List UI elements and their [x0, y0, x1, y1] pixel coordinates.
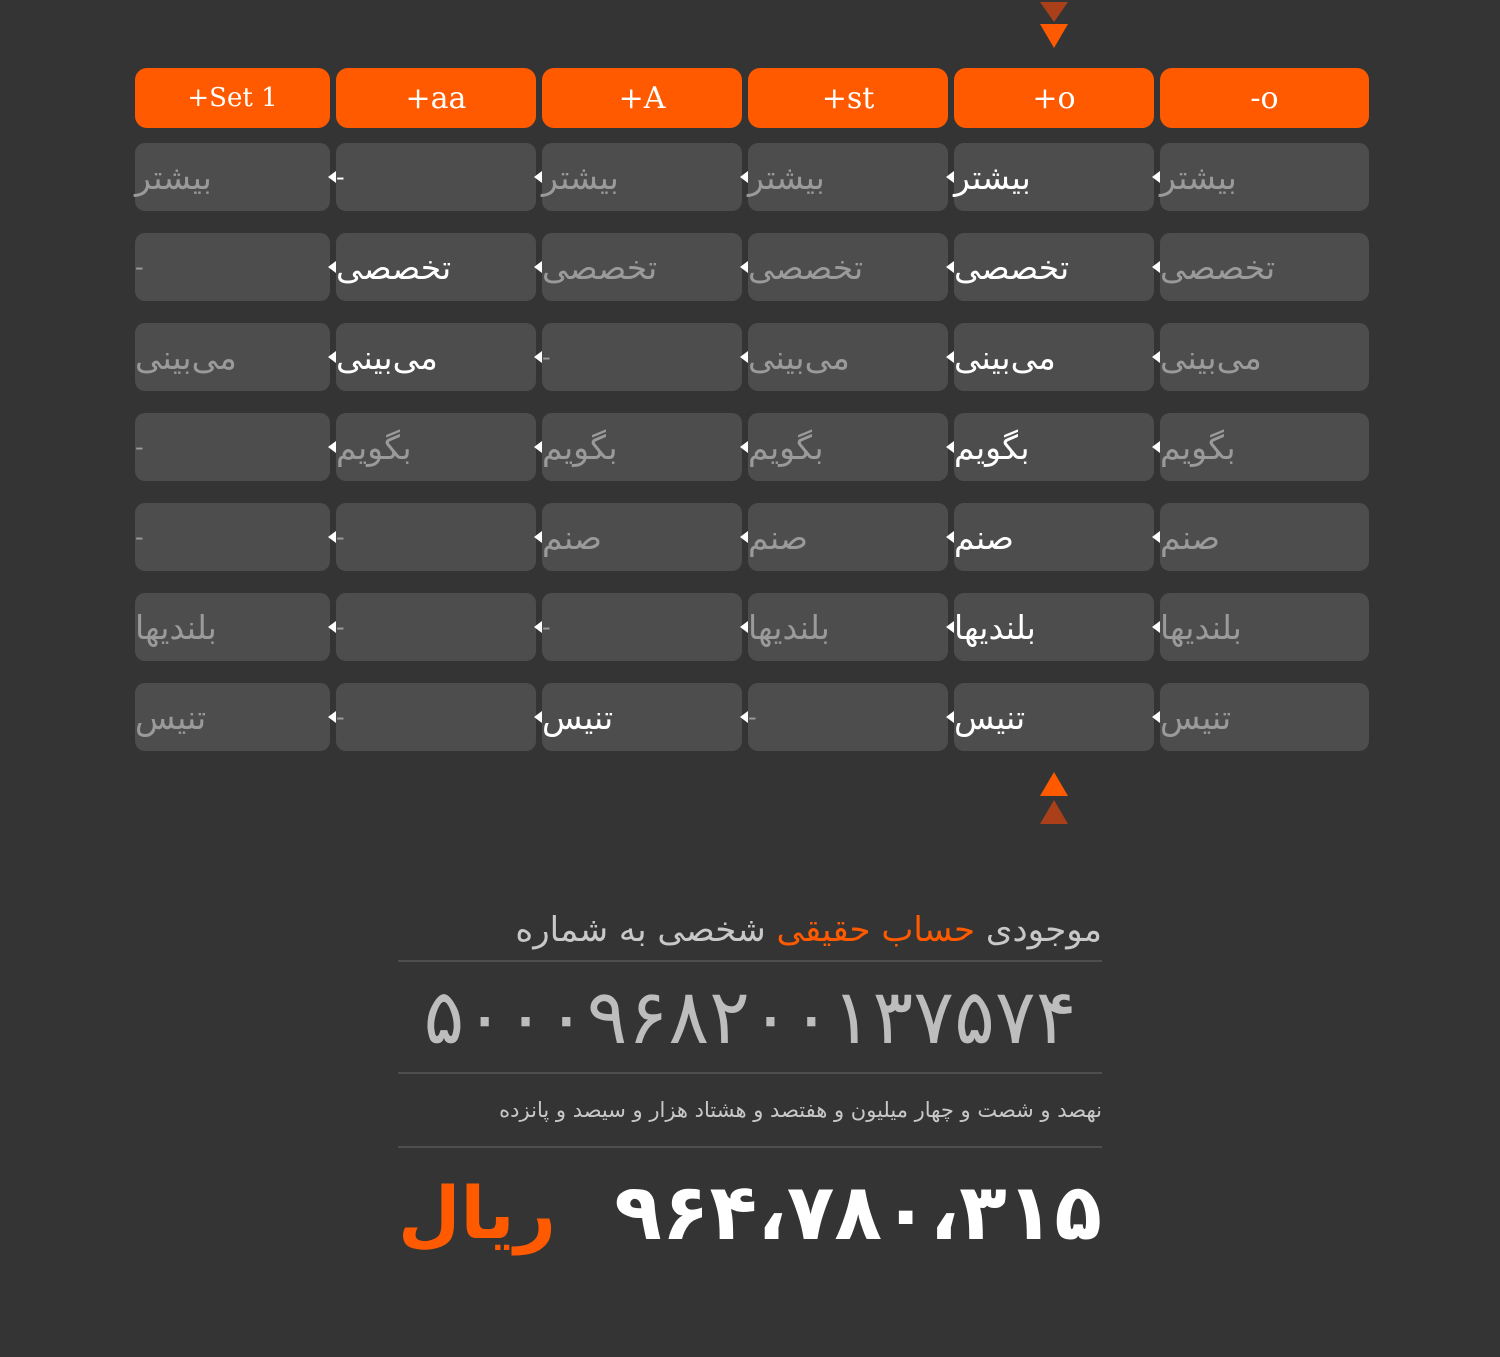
account-caption [398, 900, 1102, 960]
sample-word: - [748, 703, 757, 731]
sample-word: بگویم [542, 427, 618, 467]
pointer-icon [946, 531, 954, 543]
header-ligatures-on[interactable]: +st [748, 68, 948, 128]
pointer-icon [946, 441, 954, 453]
cell-r6-c2 [542, 683, 742, 751]
cell-r3-c3 [748, 413, 948, 481]
sample-word: تخصصی [336, 247, 452, 287]
cell-r5-c4 [954, 593, 1154, 661]
pointer-icon [740, 261, 748, 273]
cell-r4-c1 [336, 503, 536, 571]
sample-word: تخصصی [954, 247, 1070, 287]
pointer-icon [946, 351, 954, 363]
sample-word: بلندیها [954, 607, 1036, 647]
sample-word: - [135, 433, 144, 461]
pointer-icon [1152, 531, 1160, 543]
pointer-icon [946, 171, 954, 183]
cell-r4-c3 [748, 503, 948, 571]
caption-suffix: شخصی به شماره [515, 910, 766, 950]
cell-r5-c3 [748, 593, 948, 661]
cell-r6-c5 [1160, 683, 1369, 751]
pointer-icon [740, 711, 748, 723]
sample-word: بگویم [336, 427, 412, 467]
sample-word: - [336, 163, 345, 191]
pointer-icon [946, 261, 954, 273]
sample-word: صنم [954, 517, 1014, 557]
stylistic-sets-table [135, 68, 1369, 773]
pointer-icon [1152, 441, 1160, 453]
pointer-icon [328, 531, 336, 543]
pointer-icon [946, 621, 954, 633]
cell-r2-c0 [135, 323, 330, 391]
account-balance-sample [398, 900, 1102, 1278]
pointer-icon [534, 621, 542, 633]
cell-r0-c4 [954, 143, 1154, 211]
pointer-icon [1152, 711, 1160, 723]
currency-label: ریال [398, 1171, 556, 1255]
cell-r5-c1 [336, 593, 536, 661]
cell-r0-c5 [1160, 143, 1369, 211]
cell-r6-c1 [336, 683, 536, 751]
sample-word: تخصصی [542, 247, 658, 287]
pointer-icon [534, 531, 542, 543]
pointer-icon [534, 711, 542, 723]
pointer-icon [328, 171, 336, 183]
sample-word: - [135, 523, 144, 551]
cell-r3-c4 [954, 413, 1154, 481]
cell-r0-c0 [135, 143, 330, 211]
pointer-icon [740, 531, 748, 543]
cell-r0-c2 [542, 143, 742, 211]
cell-r2-c3 [748, 323, 948, 391]
header-alternates-on[interactable]: +aa [336, 68, 536, 128]
sample-word: بیشتر [135, 157, 212, 197]
pointer-icon [1152, 621, 1160, 633]
sample-word: تنیس [542, 697, 614, 737]
account-number: ۵۰۰۰۹۶۸۲۰۰۱۳۷۵۷۴ [423, 972, 1077, 1061]
sample-word: - [336, 703, 345, 731]
sample-word: بیشتر [1160, 157, 1237, 197]
cell-r5-c2 [542, 593, 742, 661]
sample-word: بگویم [748, 427, 824, 467]
cell-r3-c2 [542, 413, 742, 481]
sample-word: تنیس [135, 697, 207, 737]
pointer-icon [328, 621, 336, 633]
cell-r4-c4 [954, 503, 1154, 571]
cell-r6-c3 [748, 683, 948, 751]
sample-word: تخصصی [1160, 247, 1276, 287]
cell-r1-c0 [135, 233, 330, 301]
sample-word: تنیس [1160, 697, 1232, 737]
header-ornament-off[interactable]: -o [1160, 68, 1369, 128]
active-column-marker-bottom [1038, 770, 1070, 826]
pointer-icon [328, 711, 336, 723]
cell-r2-c2 [542, 323, 742, 391]
sample-word: تخصصی [748, 247, 864, 287]
sample-word: بیشتر [542, 157, 619, 197]
sample-word: بگویم [954, 427, 1030, 467]
sample-word: بیشتر [748, 157, 825, 197]
cell-r0-c1 [336, 143, 536, 211]
cell-r6-c0 [135, 683, 330, 751]
sample-word: - [135, 253, 144, 281]
pointer-icon [534, 441, 542, 453]
pointer-icon [946, 711, 954, 723]
sample-word: - [336, 613, 345, 641]
header-set1-on[interactable]: +Set 1 [135, 68, 330, 128]
pointer-icon [1152, 351, 1160, 363]
cell-r0-c3 [748, 143, 948, 211]
sample-word: می‌بینی [135, 337, 237, 377]
pointer-icon [1152, 261, 1160, 273]
sample-word: - [542, 613, 551, 641]
cell-r5-c5 [1160, 593, 1369, 661]
pointer-icon [534, 171, 542, 183]
sample-word: صنم [542, 517, 602, 557]
pointer-icon [740, 171, 748, 183]
header-swash-on[interactable]: +A [542, 68, 742, 128]
pointer-icon [740, 441, 748, 453]
sample-word: تنیس [954, 697, 1026, 737]
sample-word: می‌بینی [1160, 337, 1262, 377]
pointer-icon [534, 351, 542, 363]
cell-r1-c3 [748, 233, 948, 301]
active-column-marker-top [1038, 0, 1070, 52]
sample-word: می‌بینی [748, 337, 850, 377]
cell-r6-c4 [954, 683, 1154, 751]
cell-r1-c4 [954, 233, 1154, 301]
cell-r4-c0 [135, 503, 330, 571]
amount-row [398, 1148, 1102, 1278]
header-ornament-on[interactable]: +o [954, 68, 1154, 128]
cell-r4-c5 [1160, 503, 1369, 571]
sample-word: بلندیها [1160, 607, 1242, 647]
pointer-icon [328, 351, 336, 363]
sample-word: بلندیها [748, 607, 830, 647]
sample-word: - [336, 523, 345, 551]
cell-r1-c5 [1160, 233, 1369, 301]
caption-prefix: موجودی [985, 910, 1102, 950]
cell-r3-c0 [135, 413, 330, 481]
cell-r1-c2 [542, 233, 742, 301]
sample-word: صنم [748, 517, 808, 557]
cell-r2-c4 [954, 323, 1154, 391]
caption-highlight: حساب حقیقی [776, 910, 976, 950]
sample-word: - [542, 343, 551, 371]
cell-r2-c1 [336, 323, 536, 391]
cell-r2-c5 [1160, 323, 1369, 391]
cell-r3-c1 [336, 413, 536, 481]
cell-r4-c2 [542, 503, 742, 571]
pointer-icon [328, 261, 336, 273]
cell-r3-c5 [1160, 413, 1369, 481]
sample-word: بیشتر [954, 157, 1031, 197]
pointer-icon [1152, 171, 1160, 183]
sample-word: می‌بینی [954, 337, 1056, 377]
pointer-icon [740, 351, 748, 363]
cell-r1-c1 [336, 233, 536, 301]
sample-word: بگویم [1160, 427, 1236, 467]
amount-value: ۹۶۴،۷۸۰،۳۱۵ [614, 1168, 1102, 1258]
sample-word: بلندیها [135, 607, 217, 647]
amount-in-words: نهصد و شصت و چهار میلیون و هفتصد و هشتاد هزار و سیصد و پانزده [499, 1098, 1102, 1122]
cell-r5-c0 [135, 593, 330, 661]
pointer-icon [534, 261, 542, 273]
pointer-icon [328, 441, 336, 453]
pointer-icon [740, 621, 748, 633]
sample-word: می‌بینی [336, 337, 438, 377]
sample-word: صنم [1160, 517, 1220, 557]
